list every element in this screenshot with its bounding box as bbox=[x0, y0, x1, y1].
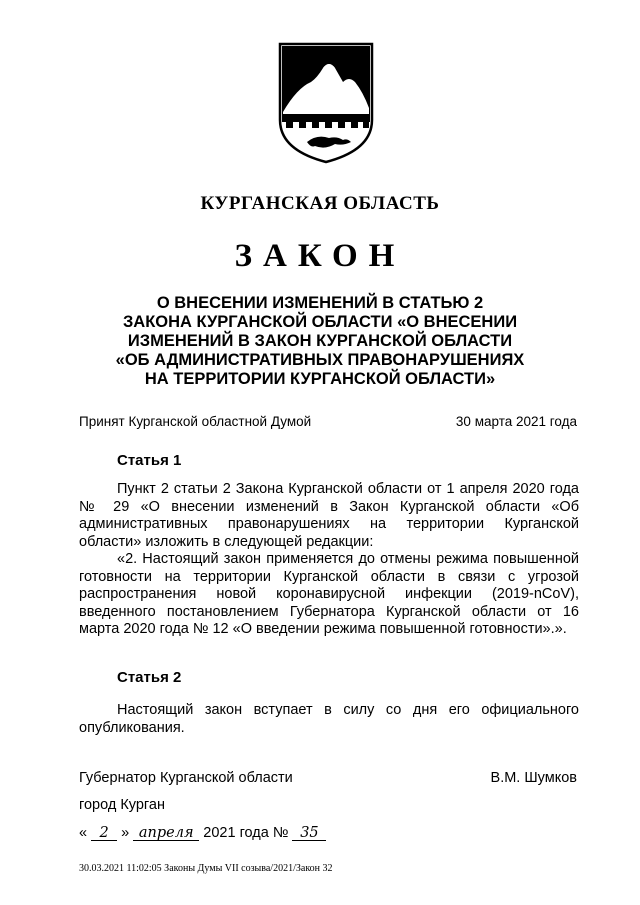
region-name: КУРГАНСКАЯ ОБЛАСТЬ bbox=[200, 193, 440, 214]
title-line: ЗАКОНА КУРГАНСКОЙ ОБЛАСТИ «О ВНЕСЕНИИ bbox=[122, 313, 518, 331]
article1-paragraph: Пункт 2 статьи 2 Закона Курганской области от 1 апреля 2020 года № 29 «О внесении изменений в Закон Курганской области «Об административных правонарушениях на территории Курганской области» изложить в следующей редакции: bbox=[79, 481, 579, 550]
coat-of-arms-emblem bbox=[277, 42, 375, 164]
adopted-by: Принят Курганской областной Думой bbox=[79, 414, 312, 429]
title-line: ИЗМЕНЕНИЙ В ЗАКОН КУРГАНСКОЙ ОБЛАСТИ bbox=[127, 332, 513, 350]
article2-paragraph: Настоящий закон вступает в силу со дня его официального опубликования. bbox=[79, 702, 579, 736]
adoption-date: 30 марта 2021 года bbox=[455, 414, 577, 429]
date-close-quote: » bbox=[121, 825, 130, 841]
adoption-row bbox=[79, 414, 577, 429]
signing-date-line bbox=[79, 825, 326, 841]
law-title bbox=[0, 294, 640, 389]
date-open-quote: « bbox=[79, 825, 88, 841]
title-line: НА ТЕРРИТОРИИ КУРГАНСКОЙ ОБЛАСТИ» bbox=[144, 370, 496, 388]
article1-heading: Статья 1 bbox=[117, 452, 182, 469]
signature-row bbox=[79, 770, 577, 786]
article1-quoted-paragraph: «2. Настоящий закон применяется до отмены режима повышенной готовности на территории Курганской области в связи с угрозой распространения новой коронавирусной инфекции (2019-nCoV), введенного постановлением Губернатора Курганской области от 16 марта 2020 года № 12 «О введении режима повышенной готовности».». bbox=[79, 551, 579, 637]
city: город Курган bbox=[79, 797, 165, 813]
article2-heading: Статья 2 bbox=[117, 669, 182, 686]
article2-body bbox=[79, 702, 579, 737]
title-line: О ВНЕСЕНИИ ИЗМЕНЕНИЙ В СТАТЬЮ 2 bbox=[156, 294, 484, 312]
handwritten-day: 2 bbox=[91, 826, 117, 841]
document-type: ЗАКОН bbox=[234, 238, 406, 274]
handwritten-law-number: 35 bbox=[292, 826, 326, 841]
year-and-number-label: 2021 года № bbox=[203, 825, 289, 841]
handwritten-month: апреля bbox=[133, 826, 199, 841]
footer-stamp: 30.03.2021 11:02:05 Законы Думы VII созыва/2021/Закон 32 bbox=[79, 863, 333, 874]
signatory-position: Губернатор Курганской области bbox=[79, 770, 293, 786]
signatory-name: В.М. Шумков bbox=[490, 770, 577, 786]
article1-body bbox=[79, 481, 579, 639]
title-line: «ОБ АДМИНИСТРАТИВНЫХ ПРАВОНАРУШЕНИЯХ bbox=[115, 351, 525, 369]
